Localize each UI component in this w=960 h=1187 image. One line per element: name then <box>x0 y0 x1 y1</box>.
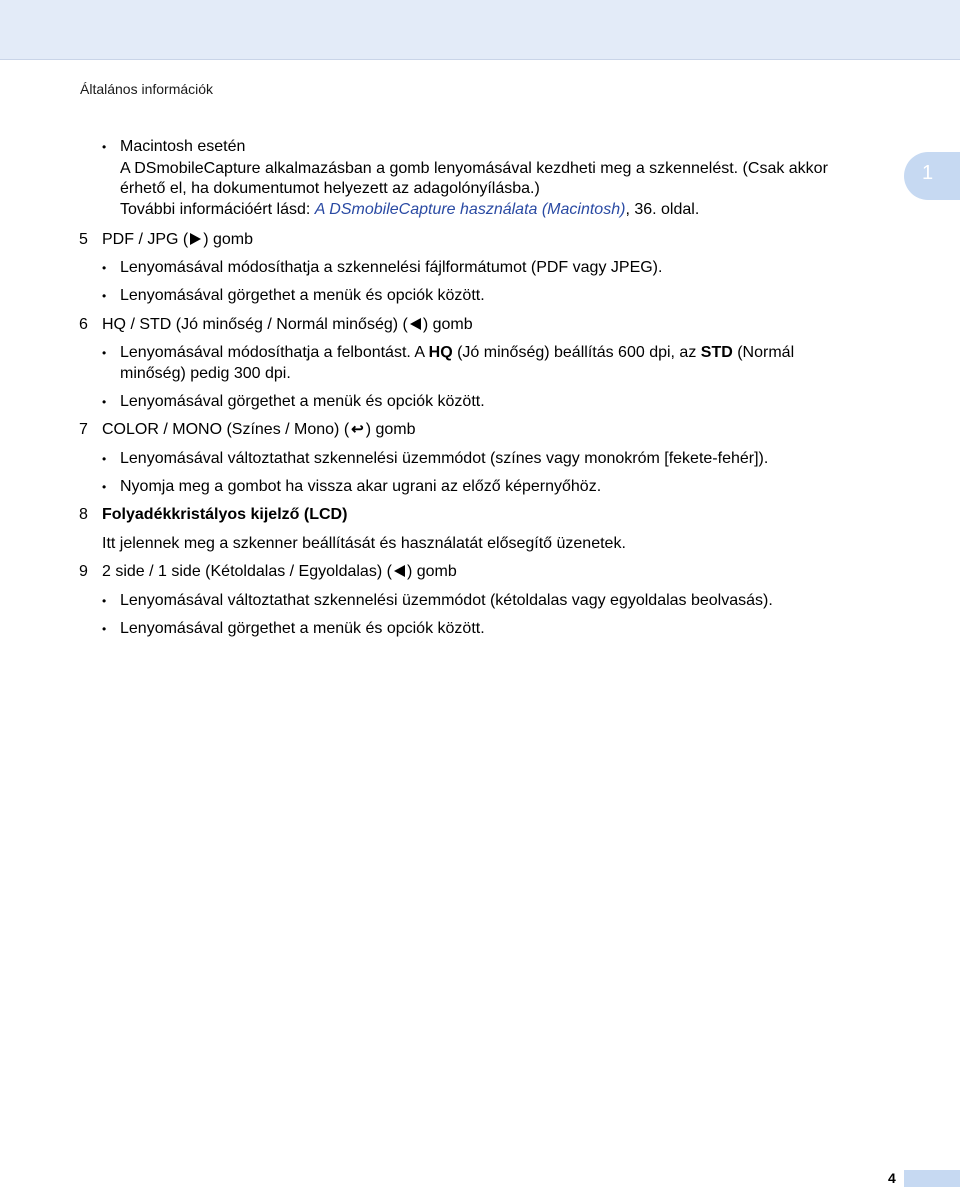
item-5-title <box>102 230 253 250</box>
left-triangle-icon <box>410 318 421 330</box>
header-band <box>0 0 960 60</box>
item-7-bullet-1: Lenyomásával változtathat szkennelési üzemmódot (színes vagy monokróm [fekete-fehér]). <box>120 450 769 467</box>
item-9-bullet-2: Lenyomásával görgethet a menük és opciók között. <box>120 620 485 637</box>
item-8-title: Folyadékkristályos kijelző (LCD) <box>102 506 348 523</box>
item-6-title <box>102 315 473 335</box>
bullet-icon: • <box>102 140 107 154</box>
mac-line-3-prefix: További információért lásd: <box>120 201 315 218</box>
item-6-bullet-1-line-2: minőség) pedig 300 dpi. <box>120 365 291 382</box>
item-7-title <box>102 420 416 440</box>
item-6-bullet-2: Lenyomásával görgethet a menük és opciók között. <box>120 393 485 410</box>
item-7-title-prefix: COLOR / MONO (Színes / Mono) ( <box>102 421 350 438</box>
item-9-title-suffix: ) gomb <box>406 563 457 580</box>
item-9-bullet-1: Lenyomásával változtathat szkennelési üzemmódot (kétoldalas vagy egyoldalas beolvasás). <box>120 592 773 609</box>
hq-label: HQ <box>428 344 453 361</box>
bullet-icon: • <box>102 594 107 608</box>
item-6-title-prefix: HQ / STD (Jó minőség / Normál minőség) ( <box>102 316 408 333</box>
item-9-title-prefix: 2 side / 1 side (Kétoldalas / Egyoldalas) ( <box>102 563 392 580</box>
item-7-title-suffix: ) gomb <box>365 421 416 438</box>
item-6-bullet-1-prefix: Lenyomásával módosíthatja a felbontást. A <box>120 344 429 361</box>
mac-title: Macintosh esetén <box>120 138 246 155</box>
bullet-icon: • <box>102 622 107 636</box>
item-9-number: 9 <box>79 563 88 580</box>
right-triangle-icon <box>190 233 201 245</box>
item-5-number: 5 <box>79 231 88 248</box>
std-label: STD <box>700 344 733 361</box>
item-5-bullet-2: Lenyomásával görgethet a menük és opciók között. <box>120 287 485 304</box>
mac-line-3-suffix: , 36. oldal. <box>625 201 700 218</box>
left-triangle-icon <box>394 565 405 577</box>
bullet-icon: • <box>102 480 107 494</box>
item-6-bullet-1-middle: (Jó minőség) beállítás 600 dpi, az <box>452 344 701 361</box>
header-divider <box>0 59 960 60</box>
mac-line-3 <box>120 200 699 220</box>
chapter-number: 1 <box>922 162 934 184</box>
bullet-icon: • <box>102 346 107 360</box>
reference-link[interactable]: A DSmobileCapture használata (Macintosh) <box>314 201 626 218</box>
item-6-bullet-1 <box>120 343 794 363</box>
item-5-bullet-1: Lenyomásával módosíthatja a szkennelési fájlformátumot (PDF vagy JPEG). <box>120 259 663 276</box>
item-6-number: 6 <box>79 316 88 333</box>
running-head: Általános információk <box>80 81 214 97</box>
bullet-icon: • <box>102 452 107 466</box>
item-7-number: 7 <box>79 421 88 438</box>
page-number: 4 <box>888 1170 896 1186</box>
footer-tab <box>904 1170 960 1187</box>
bullet-icon: • <box>102 261 107 275</box>
mac-line-2: érhető el, ha dokumentumot helyezett az adagolónyílásba.) <box>120 180 540 197</box>
item-9-title <box>102 562 457 582</box>
return-arrow-icon: ↩ <box>351 421 364 438</box>
item-6-title-suffix: ) gomb <box>422 316 473 333</box>
item-5-title-suffix: ) gomb <box>203 231 254 248</box>
mac-line-1: A DSmobileCapture alkalmazásban a gomb lenyomásával kezdheti meg a szkennelést. (Csak akkor <box>120 160 828 177</box>
bullet-icon: • <box>102 395 107 409</box>
item-6-bullet-1-suffix: (Normál <box>732 344 795 361</box>
item-8-number: 8 <box>79 506 88 523</box>
bullet-icon: • <box>102 289 107 303</box>
item-7-bullet-2: Nyomja meg a gombot ha vissza akar ugrani az előző képernyőhöz. <box>120 478 602 495</box>
item-8-body: Itt jelennek meg a szkenner beállítását és használatát elősegítő üzenetek. <box>102 535 626 552</box>
item-5-title-prefix: PDF / JPG ( <box>102 231 189 248</box>
